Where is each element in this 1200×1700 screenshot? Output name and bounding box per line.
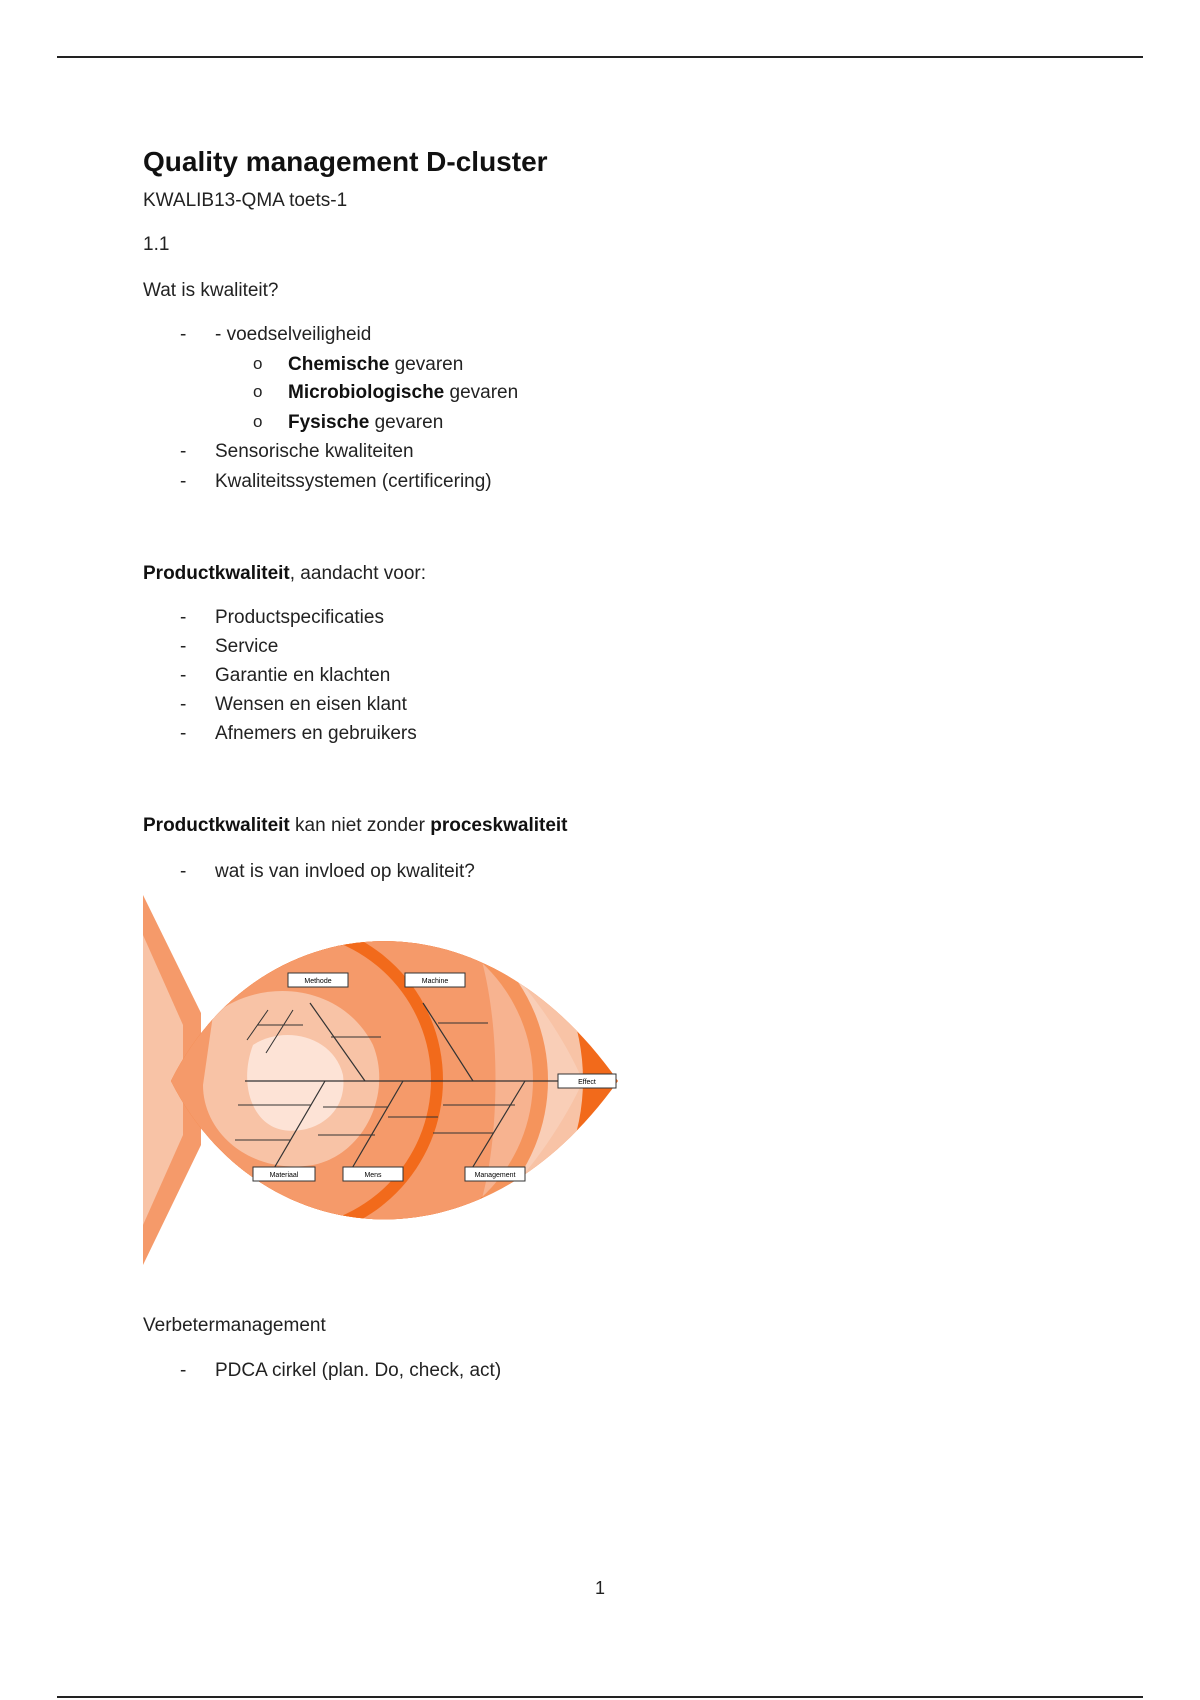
page-number: 1 [594,1578,605,1598]
list-item-text: Kwaliteitssystemen (certificering) [215,471,492,492]
sub-list-item-text: Chemische gevaren [288,354,464,375]
label-management [465,1167,525,1181]
header-rule [57,56,1143,58]
document-title: Quality management D-cluster [143,146,548,177]
list-item-text: Productspecificaties [215,607,384,628]
label-methode [288,973,348,987]
label-mens [343,1167,403,1181]
dash-bullet: - [180,636,187,657]
list-item-text: Garantie en klachten [215,665,391,686]
fishbone-diagram [143,895,623,1265]
dash-bullet: - [180,694,187,715]
dash-bullet: - [180,324,187,345]
list-item-text: wat is van invloed op kwaliteit? [215,861,475,882]
circle-bullet: o [253,382,263,401]
list-item-text: Service [215,636,279,657]
section-number: 1.1 [143,234,170,255]
process-quality-heading: Productkwaliteit kan niet zonder proceskwaliteit [143,815,568,836]
list-item-text: Wensen en eisen klant [215,694,407,715]
list-item-text: PDCA cirkel (plan. Do, check, act) [215,1360,502,1381]
svg-text:Effect: Effect [578,1079,596,1086]
svg-text:Materiaal: Materiaal [269,1172,299,1179]
product-quality-heading: Productkwaliteit, aandacht voor: [143,563,427,584]
sub-list-item-text: Fysische gevaren [288,412,444,433]
svg-text:Machine: Machine [421,978,449,985]
circle-bullet: o [253,354,263,373]
list-item-text: Afnemers en gebruikers [215,723,417,744]
dash-bullet: - [180,861,187,882]
svg-text:Management: Management [474,1172,516,1179]
improvement-heading: Verbetermanagement [143,1315,326,1336]
footer-rule [57,1696,1143,1698]
list-item-text: Sensorische kwaliteiten [215,441,414,462]
circle-bullet: o [253,412,263,431]
dash-bullet: - [180,665,187,686]
sub-list-item-text: Microbiologische gevaren [288,382,519,403]
label-materiaal [253,1167,315,1181]
list-item-text: - voedselveiligheid [215,324,372,345]
svg-text:Methode: Methode [304,978,332,985]
dash-bullet: - [180,471,187,492]
question-heading: Wat is kwaliteit? [143,280,279,301]
dash-bullet: - [180,1360,187,1381]
dash-bullet: - [180,607,187,628]
dash-bullet: - [180,723,187,744]
label-machine [405,973,465,987]
svg-text:Mens: Mens [364,1172,382,1179]
document-subtitle: KWALIB13-QMA toets-1 [143,190,348,211]
dash-bullet: - [180,441,187,462]
label-effect [558,1074,616,1088]
